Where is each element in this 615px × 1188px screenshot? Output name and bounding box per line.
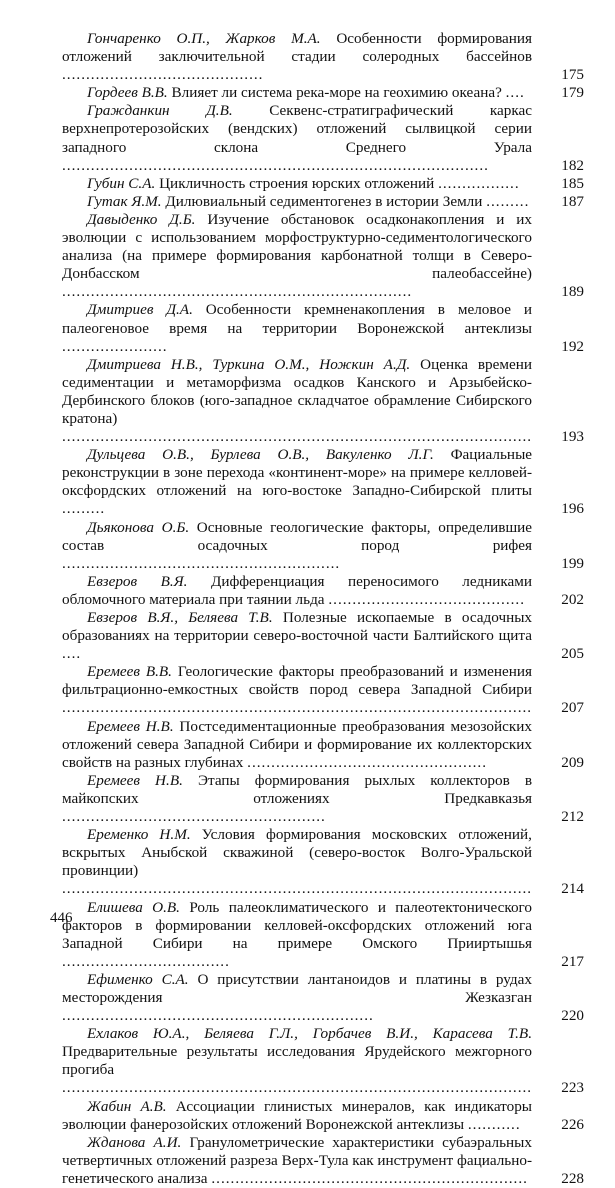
toc-entry: [62, 899, 584, 971]
toc-entry: [62, 1098, 584, 1134]
entry-authors: Гутак Я.М.: [87, 192, 162, 210]
entry-authors: Давыденко Д.Б.: [87, 210, 196, 228]
toc-entry: [62, 1134, 584, 1188]
entry-page-number: 192: [561, 337, 584, 355]
entry-title: О присутствии лантаноидов и платины в рудах месторождения Жезказган: [62, 970, 532, 1006]
toc-entry: [62, 30, 584, 84]
entry-authors: Еремеев Н.В.: [87, 717, 174, 735]
entry-title: Постседиментационные преобразования мезозойских отложений севера Западной Сибири и формирование их коллекторских свойств на разных глубинах: [62, 717, 532, 771]
entry-page-number: 179: [561, 84, 584, 102]
entry-title: Оценка времени седиментации и метаморфизма осадков Канского и Арзыбейско-Дербинского блоков (юго-западное складчатое обрамление Сибирского кратона): [62, 355, 532, 427]
entry-authors: Жабин А.В.: [87, 1097, 167, 1115]
toc-entry: [62, 826, 584, 898]
entry-dot-leader: ..................................................: [247, 753, 487, 771]
toc-entry: [62, 211, 584, 301]
page-number: 446: [50, 910, 73, 926]
entry-authors: Дмитриев Д.А.: [87, 301, 193, 319]
entry-title: Ассоциации глинистых минералов, как индикаторы эволюции фанерозойских отложений Воронежской антеклизы: [62, 1097, 533, 1133]
entry-page-number: 185: [561, 174, 584, 192]
entry-dot-leader: ..........................................: [62, 66, 264, 84]
entry-authors: Елишева О.В.: [87, 898, 180, 916]
entry-title: Роль палеоклиматического и палеотектонического факторов в формировании келловей-оксфордских отложений юга Западной Сибири на примере Омского Прииртышья: [62, 898, 533, 952]
entry-page-number: 193: [561, 428, 584, 446]
entry-title: Дилювиальный седиментогенез в истории Земли: [165, 192, 483, 210]
entry-dot-leader: ..................................................................................................: [62, 1079, 533, 1097]
entry-title: Гранулометрические характеристики субаэральных четвертичных отложений разреза Верх-Тула как инструмент фациально-генетического анализа: [62, 1133, 532, 1187]
entry-title: Особенности кремненакопления в меловое и палеогеновое время на территории Воронежской антеклизы: [62, 301, 532, 337]
entry-title: Фациальные реконструкции в зоне перехода «континент-море» на примере келловей-оксфордских отложений на юго-востоке Западно-Сибирской плиты: [62, 446, 533, 500]
entry-title: Дифференциация переносимого ледниками обломочного материала при таянии льда: [62, 572, 533, 608]
entry-title: Условия формирования московских отложений, вскрытых Аныбской скважиной (северо-восток Волго-Уральской провинции): [62, 826, 532, 880]
entry-page-number: 212: [561, 808, 584, 826]
entry-title: Полезные ископаемые в осадочных образованиях на территории северо-восточной части Балтийского щита: [62, 609, 533, 645]
entry-dot-leader: .........: [62, 500, 106, 518]
entry-dot-leader: ....: [505, 84, 525, 102]
entry-title: Цикличность строения юрских отложений: [159, 174, 435, 192]
entry-dot-leader: ...........: [467, 1115, 521, 1133]
entry-dot-leader: .......................................................: [62, 808, 326, 826]
entry-dot-leader: .........: [486, 192, 530, 210]
entry-dot-leader: .........................................................................: [62, 283, 413, 301]
toc-entry: [62, 84, 584, 102]
entry-page-number: 187: [561, 192, 584, 210]
toc-entry: [62, 609, 584, 663]
entry-page-number: 189: [561, 283, 584, 301]
toc-entry: [62, 193, 584, 211]
entry-authors: Евзеров В.Я., Беляева Т.В.: [87, 609, 273, 626]
entry-authors: Гордеев В.В.: [87, 84, 168, 102]
entry-page-number: 205: [561, 645, 584, 663]
entry-authors: Дульцева О.В., Бурлева О.В., Вакуленко Л.Г.: [87, 446, 434, 464]
entry-page-number: 217: [561, 952, 584, 970]
entry-dot-leader: ......................: [62, 337, 168, 355]
entry-authors: Еремеев Н.В.: [87, 771, 183, 789]
entry-authors: Гражданкин Д.В.: [87, 102, 233, 120]
table-of-contents: [62, 30, 584, 1188]
entry-title: Секвенс-стратиграфический каркас верхнепротерозойских (вендских) отложений сылвицкой серии западного склона Среднего Урала: [62, 102, 533, 156]
entry-title: Геологические факторы преобразований и изменения фильтрационно-емкостных свойств пород севера Западной Сибири: [62, 663, 532, 699]
toc-entry: [62, 663, 584, 717]
entry-authors: Дьяконова О.Б.: [87, 518, 190, 536]
entry-page-number: 207: [561, 699, 584, 717]
toc-entry: [62, 356, 584, 446]
entry-page-number: 209: [561, 753, 584, 771]
entry-dot-leader: .........................................................................................: [62, 156, 489, 174]
entry-authors: Гончаренко О.П., Жарков М.А.: [87, 30, 321, 47]
entry-dot-leader: ..................................................................................................: [62, 699, 533, 717]
entry-authors: Жданова А.И.: [87, 1133, 182, 1151]
entry-authors: Ефименко С.А.: [87, 970, 189, 988]
entry-authors: Дмитриева Н.В., Туркина О.М., Ножкин А.Д.: [87, 355, 411, 373]
entry-authors: Еремеев В.В.: [87, 663, 172, 681]
toc-entry: [62, 718, 584, 772]
toc-entry: [62, 573, 584, 609]
toc-entry: [62, 446, 584, 518]
entry-dot-leader: ..................................................................................................: [62, 428, 533, 446]
entry-authors: Еременко Н.М.: [87, 826, 191, 844]
entry-dot-leader: ...................................: [62, 952, 230, 970]
entry-dot-leader: .........................................: [328, 590, 526, 608]
entry-dot-leader: ..........................................................: [62, 554, 341, 572]
entry-title: Этапы формирования рыхлых коллекторов в майкопских отложениях Предкавказья: [62, 771, 533, 807]
entry-dot-leader: .................................................................: [62, 1007, 374, 1025]
toc-entry: [62, 772, 584, 826]
entry-title: Изучение обстановок осадконакопления и их эволюции с использованием морфоструктурно-седиментологического анализа (на примере формирования карбонатной толщи в Северо-Донбасском палеобассейне): [62, 210, 532, 283]
entry-page-number: 202: [561, 590, 584, 608]
entry-authors: Губин С.А.: [87, 174, 156, 192]
entry-page-number: 214: [561, 880, 584, 898]
entry-dot-leader: ..................................................................................................: [62, 880, 533, 898]
toc-entry: [62, 971, 584, 1025]
toc-entry: [62, 519, 584, 573]
entry-title: Влияет ли система река-море на геохимию океана?: [171, 84, 502, 102]
entry-page-number: 228: [561, 1169, 584, 1187]
toc-entry: [62, 175, 584, 193]
entry-authors: Ехлаков Ю.А., Беляева Г.Л., Горбачев В.И., Карасева Т.В.: [87, 1025, 532, 1043]
entry-page-number: 226: [561, 1115, 584, 1133]
entry-page-number: 220: [561, 1007, 584, 1025]
entry-page-number: 182: [561, 156, 584, 174]
entry-page-number: 175: [561, 66, 584, 84]
entry-dot-leader: ..................................................................: [211, 1169, 528, 1187]
entry-page-number: 196: [561, 500, 584, 518]
entry-title: Основные геологические факторы, определившие состав осадочных пород рифея: [62, 518, 533, 554]
entry-authors: Евзеров В.Я.: [87, 572, 188, 590]
entry-dot-leader: .................: [438, 174, 520, 192]
toc-entry: [62, 1025, 584, 1097]
entry-title: Особенности формирования отложений заключительной стадии солеродных бассейнов: [62, 30, 533, 66]
entry-title: Предварительные результаты исследования Ярудейского межгорного прогиба: [62, 1043, 532, 1079]
toc-entry: [62, 301, 584, 355]
entry-page-number: 199: [561, 554, 584, 572]
toc-entry: [62, 102, 584, 174]
entry-page-number: 223: [561, 1079, 584, 1097]
entry-dot-leader: ....: [62, 645, 82, 663]
